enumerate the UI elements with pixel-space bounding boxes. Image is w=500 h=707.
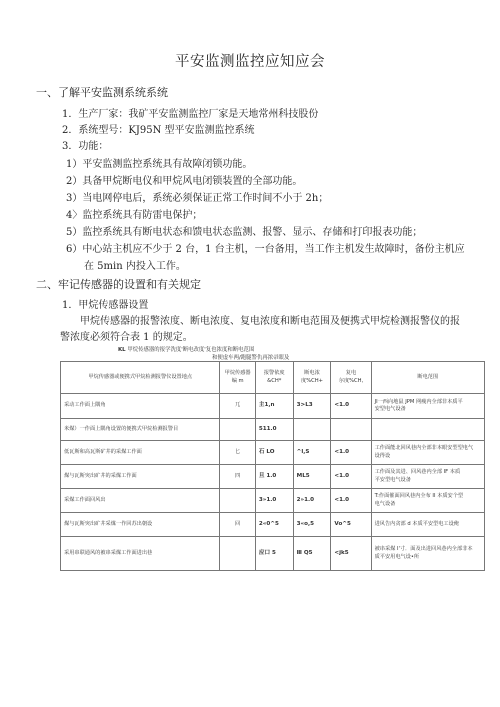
cell-restore: <jk5 — [331, 537, 371, 571]
table-header-row — [61, 362, 485, 394]
cell-restore — [331, 419, 371, 441]
function-item: 6）中心站主机应不少于 2 台，1 台主机，一台备用，当工作主机发生故障时，备份主机应 — [66, 244, 465, 255]
header-alarm: 报警依度 &CH* — [255, 362, 293, 394]
subsection-heading: 1．甲烷传感器设置 — [62, 300, 149, 311]
paragraph-line: 警浓度必须符合表 1 的规定。 — [60, 332, 193, 343]
function-item: 2）具备甲烷断电仪和甲烷风电闭锁装置的全部功能。 — [66, 176, 303, 187]
cell-alarm: 2«0^5 — [255, 513, 293, 537]
cell-restore: <1.0 — [331, 394, 371, 419]
cell-cutoff: Ⅲ Q5 — [293, 537, 331, 571]
function-item-continued: 在 5min 内投入工作。 — [84, 261, 186, 272]
table-row — [61, 394, 485, 419]
cell-cutoff: 3«o,5 — [293, 513, 331, 537]
cell-location: 采动工作面上隅角 — [61, 394, 220, 419]
header-range: 断电范围 — [371, 362, 484, 394]
cell-cutoff — [293, 419, 331, 441]
section-2-heading: 二、牢记传感器的设置和有关规定 — [36, 278, 201, 291]
cell-range: 工作面及其进、回风巷内全部 IF 本质 平安型电气设备 — [371, 465, 484, 489]
list-item-producer: 1．生产厂家：我矿平安监测监控厂家是天地常州科技股份 — [62, 109, 319, 120]
cell-range: T:作面催面回风巷内全布 II 本质安个型 电气设备 — [371, 489, 484, 513]
table-row — [61, 537, 485, 571]
cell-restore: Vo^5 — [331, 513, 371, 537]
table-row — [61, 489, 485, 513]
cell-range: JI一西向地鼠 JPM 网瘦内全部非本质平 安型电气设备 — [371, 394, 484, 419]
cell-cutoff: ML5 — [293, 465, 331, 489]
table-row — [61, 441, 485, 465]
page-title: 平安监测监控应知应会 — [175, 54, 325, 70]
list-item-function: 3．功能： — [62, 141, 109, 152]
methane-sensor-table — [60, 361, 485, 571]
cell-cutoff: 3>L3 — [293, 394, 331, 419]
function-item: 4〉监控系统具有防雷电保护； — [66, 210, 203, 221]
cell-cutoff: ^l,S — [293, 441, 331, 465]
cell-number: 回 — [220, 513, 255, 537]
header-restore: 复电 尔度%CH, — [331, 362, 371, 394]
cell-location: 米煤）一作面上隅角设置的便携式甲烷检测报警目 — [61, 419, 220, 441]
cell-number: 兀 — [220, 394, 255, 419]
function-item: 5）监控系统具有断电状态和馈电状态监测、报警、显示、存储和打印报表功能； — [66, 227, 423, 238]
cell-alarm: 应口 5 — [255, 537, 293, 571]
table-row — [61, 513, 485, 537]
cell-range — [371, 419, 484, 441]
table-caption: KL 甲烷传感器的报学洗度'断电改度'复也浓度和断电范围 — [118, 347, 255, 353]
table-row — [61, 419, 485, 441]
cell-cutoff: 2»1.0 — [293, 489, 331, 513]
cell-alarm: 511.0 — [255, 419, 293, 441]
cell-location: 煤与瓦斯突出矿井的采煤工作面 — [61, 465, 220, 489]
cell-number: 四 — [220, 465, 255, 489]
function-item: 3）当电网停电后，系统必须保证正常工作时间不小于 2h； — [66, 193, 329, 204]
cell-location: 煤与瓦斯突出矿井采煤一作回苏出朝设 — [61, 513, 220, 537]
cell-location: 采煤工作面回风出 — [61, 489, 220, 513]
cell-restore: <1.0 — [331, 465, 371, 489]
header-location: 甲烷传感器或便携式甲烷检测报警仪设置地点 — [61, 362, 220, 394]
cell-alarm: 石 LO — [255, 441, 293, 465]
cell-restore: <1.0 — [331, 489, 371, 513]
header-number: 甲烷传感器 编 m — [220, 362, 255, 394]
cell-restore: <1.0 — [331, 441, 371, 465]
cell-alarm: 旦 1.0 — [255, 465, 293, 489]
cell-number — [220, 489, 255, 513]
cell-range: 被串采煤 I'寸．面及出进回风巷内全部非本 质平安用电气设•所 — [371, 537, 484, 571]
cell-location: 低瓦斯和高瓦斯矿井的采煤工作面 — [61, 441, 220, 465]
paragraph-line: 甲烷传感器的报警浓度、断电浓度、复电浓度和断电范围及便携式甲烷检测报警仪的报 — [80, 316, 460, 327]
cell-number — [220, 419, 255, 441]
cell-alarm: 3»1.0 — [255, 489, 293, 513]
cell-range: 进风告内贪部 d 本质平安型电工设俺 — [371, 513, 484, 537]
header-cutoff: 断电浓 度%CH+ — [293, 362, 331, 394]
list-item-model: 2．系统型号：KJ95N 型平安监测监控系统 — [62, 125, 255, 136]
cell-number — [220, 537, 255, 571]
cell-range: 工作面能北回风巷内全部非本眼安型型电气 设得设 — [371, 441, 484, 465]
table-row — [61, 465, 485, 489]
cell-location: 采用串联通风的被串采煤工作面进出巷 — [61, 537, 220, 571]
table-caption-line2: 和便虚车两/跑腿警仇再浓帚眼及 — [212, 355, 290, 361]
cell-number: 匕 — [220, 441, 255, 465]
cell-alarm: 主1,n — [255, 394, 293, 419]
function-item: 1）平安监测监控系统具有故障闭锁功能。 — [66, 159, 253, 170]
section-1-heading: 一、了解平安监测系统系统 — [36, 86, 168, 99]
